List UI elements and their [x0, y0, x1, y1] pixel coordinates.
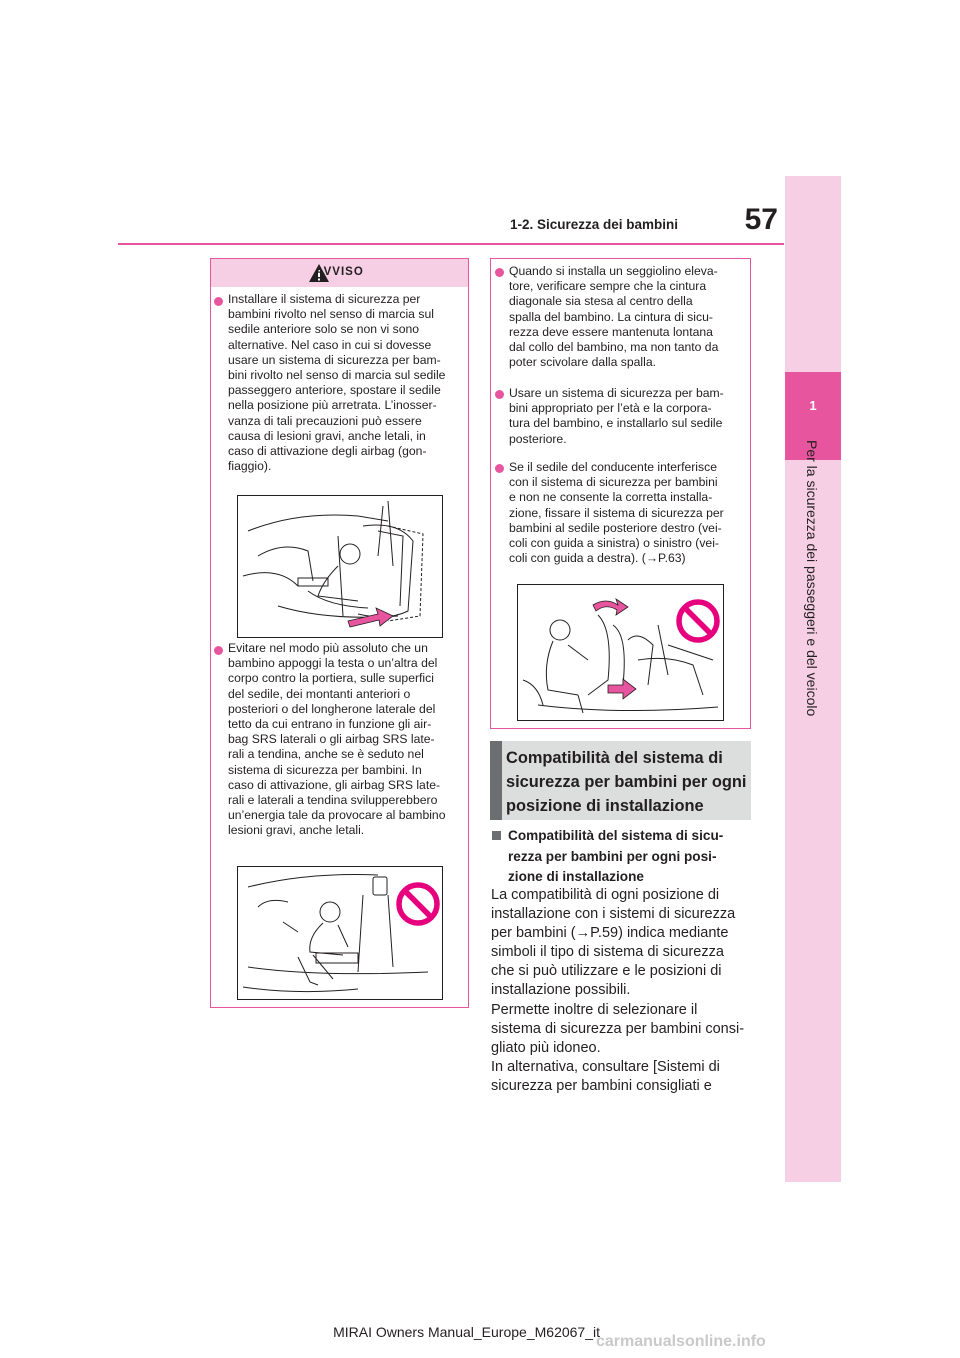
section-heading-box: [490, 741, 751, 820]
figure-child-leaning-on-door: [237, 866, 443, 1000]
bullet-icon: [495, 464, 504, 473]
page-number: 57: [744, 203, 778, 236]
section-heading: Compatibilità del sistema di sicurezza per bambini per ogni posizione di installazione: [506, 749, 747, 815]
bullet-icon: [495, 268, 504, 277]
notes-box: [490, 258, 751, 729]
warning-item-2: Evitare nel modo più assoluto che un bambino appoggi la testa o un’altra del corpo contro la portiera, sulle superfici del sedile, dei montanti anteriori o posteriori o del longherone laterale del tetto da cui entrano in funzione gli air- bag SRS laterali o gli airbag SRS late- rali a tendina, anche se è seduto nel sistema di sicurezza per bambini. In caso di attivazione, gli airbag SRS late- rali e laterali a tendina svilupperebbero un’energia tale da provocare al bambino lesioni gravi, anche letali.: [228, 641, 446, 838]
square-bullet-icon: [492, 831, 501, 840]
car-seat-illustration: [238, 496, 442, 637]
figure-front-seat-interference: [517, 584, 724, 721]
bullet-icon: [495, 390, 504, 399]
body-paragraph: La compatibilità di ogni posizione di installazione con i sistemi di sicurezza per bambini (→P.59) indica mediante simboli il tipo di sistema di sicurezza che si può utilizzare e le posizioni di installazione possibili. Permette inoltre di selezionare il sistema di sicurezza per bambini consi- gliato più idoneo. In alternativa, consultare [Sistemi di sicurezza per bambini consigliati e: [491, 887, 745, 1094]
figure-forward-facing-seat: [237, 495, 443, 638]
warning-header: [211, 259, 468, 287]
warning-title: AVVISO: [315, 266, 364, 278]
bullet-icon: [214, 646, 223, 655]
bullet-icon: [214, 297, 223, 306]
note-item-3: Se il sedile del conducente interferisce con il sistema di sicurezza per bambini e non ne consente la corretta installa- zione, fissare il sistema di sicurezza per bambini al sedile posteriore destro (vei- coli con guida a sinistra) o sinistro (vei- coli con guida a destra). (→P.63): [509, 460, 724, 566]
chapter-title: Per la sicurezza dei passeggeri e del veicolo: [804, 440, 820, 717]
note-item-2: Usare un sistema di sicurezza per bam- bini appropriato per l’età e la corpora- tura del bambino, e installarlo sul sedile posteriore.: [509, 386, 724, 446]
watermark: carmanualsonline.info: [596, 1333, 766, 1350]
chapter-number: 1: [809, 398, 817, 413]
footer-manual-text: MIRAI Owners Manual_Europe_M62067_it: [333, 1324, 600, 1340]
subheading: Compatibilità del sistema di sicu- rezza per bambini per ogni posi- zione di installazione: [508, 828, 724, 885]
section-title: 1-2. Sicurezza dei bambini: [510, 217, 679, 232]
heading-accent-bar: [490, 741, 502, 820]
warning-box: [210, 258, 469, 1008]
header-divider: [118, 243, 784, 245]
front-seat-illustration: [518, 585, 723, 720]
footer-manual-name: [0, 1324, 600, 1340]
chapter-title-vertical: [804, 440, 824, 720]
warning-item-1: Installare il sistema di sicurezza per bambini rivolto nel senso di marcia sul sedile anteriore solo se non vi sono alternative. Nel caso in cui si dovesse usare un sistema di sicurezza per bam- bini rivolto nel senso di marcia sul sedile passeggero anteriore, spostare il sedile nella posizione più arretrata. L’inosser- vanza di tali precauzioni può essere causa di lesioni gravi, anche letali, in caso di attivazione degli airbag (gon- fiaggio).: [228, 292, 446, 474]
child-booster-illustration: [238, 867, 442, 999]
note-item-1: Quando si installa un seggiolino eleva- tore, verificare sempre che la cintura diagonale sia stesa al centro della spalla del bambino. La cintura di sicu- rezza deve essere mantenuta lontana dal collo del bambino, ma non tanto da poter scivolare dalla spalla.: [509, 264, 719, 370]
